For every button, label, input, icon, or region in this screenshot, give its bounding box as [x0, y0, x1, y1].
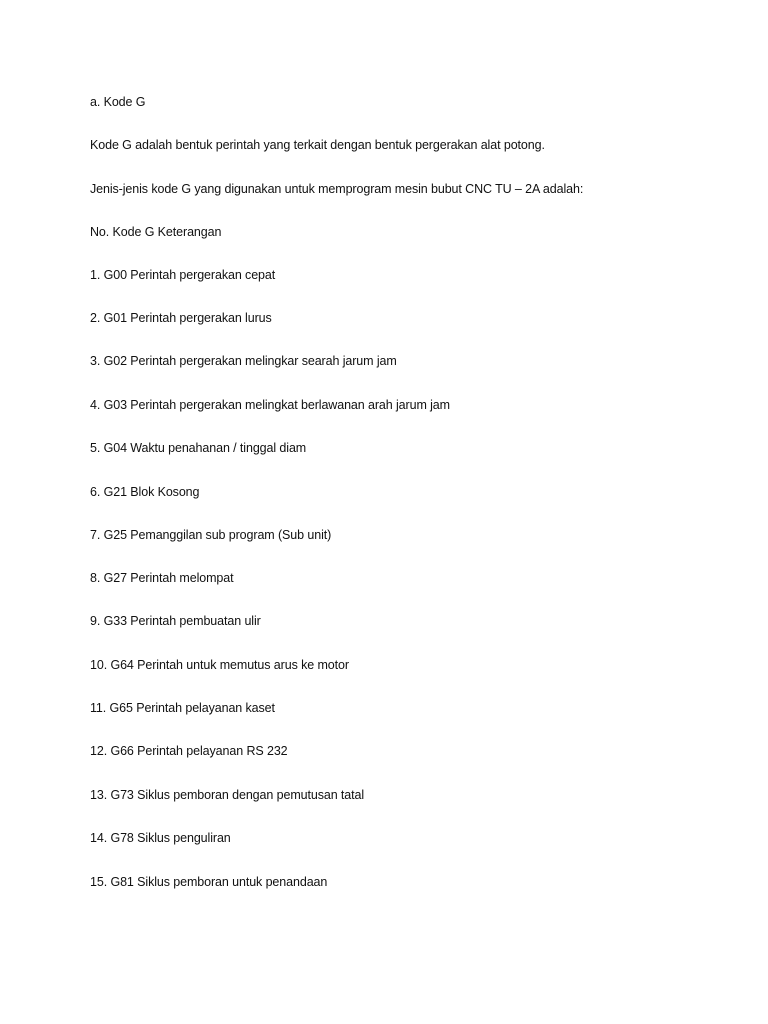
list-item: 10. G64 Perintah untuk memutus arus ke motor — [90, 658, 349, 672]
list-item: 5. G04 Waktu penahanan / tinggal diam — [90, 441, 307, 455]
section-heading: a. Kode G — [90, 95, 146, 109]
list-item: 9. G33 Perintah pembuatan ulir — [90, 614, 261, 628]
list-item: 2. G01 Perintah pergerakan lurus — [90, 311, 272, 325]
list-item: 3. G02 Perintah pergerakan melingkar searah jarum jam — [90, 354, 397, 368]
list-item: 4. G03 Perintah pergerakan melingkat berlawanan arah jarum jam — [90, 398, 450, 412]
list-item: 1. G00 Perintah pergerakan cepat — [90, 268, 276, 282]
intro-paragraph: Kode G adalah bentuk perintah yang terkait dengan bentuk pergerakan alat potong. — [90, 138, 545, 152]
list-intro-paragraph: Jenis-jenis kode G yang digunakan untuk memprogram mesin bubut CNC TU – 2A adalah: — [90, 182, 584, 196]
list-item: 7. G25 Pemanggilan sub program (Sub unit) — [90, 528, 332, 542]
list-item: 6. G21 Blok Kosong — [90, 485, 200, 499]
list-item: 13. G73 Siklus pemboran dengan pemutusan tatal — [90, 788, 365, 802]
list-item: 8. G27 Perintah melompat — [90, 571, 234, 585]
table-header: No. Kode G Keterangan — [90, 225, 222, 239]
list-item: 12. G66 Perintah pelayanan RS 232 — [90, 744, 288, 758]
list-item: 15. G81 Siklus pemboran untuk penandaan — [90, 875, 328, 889]
list-item: 11. G65 Perintah pelayanan kaset — [90, 701, 275, 715]
list-item: 14. G78 Siklus penguliran — [90, 831, 231, 845]
